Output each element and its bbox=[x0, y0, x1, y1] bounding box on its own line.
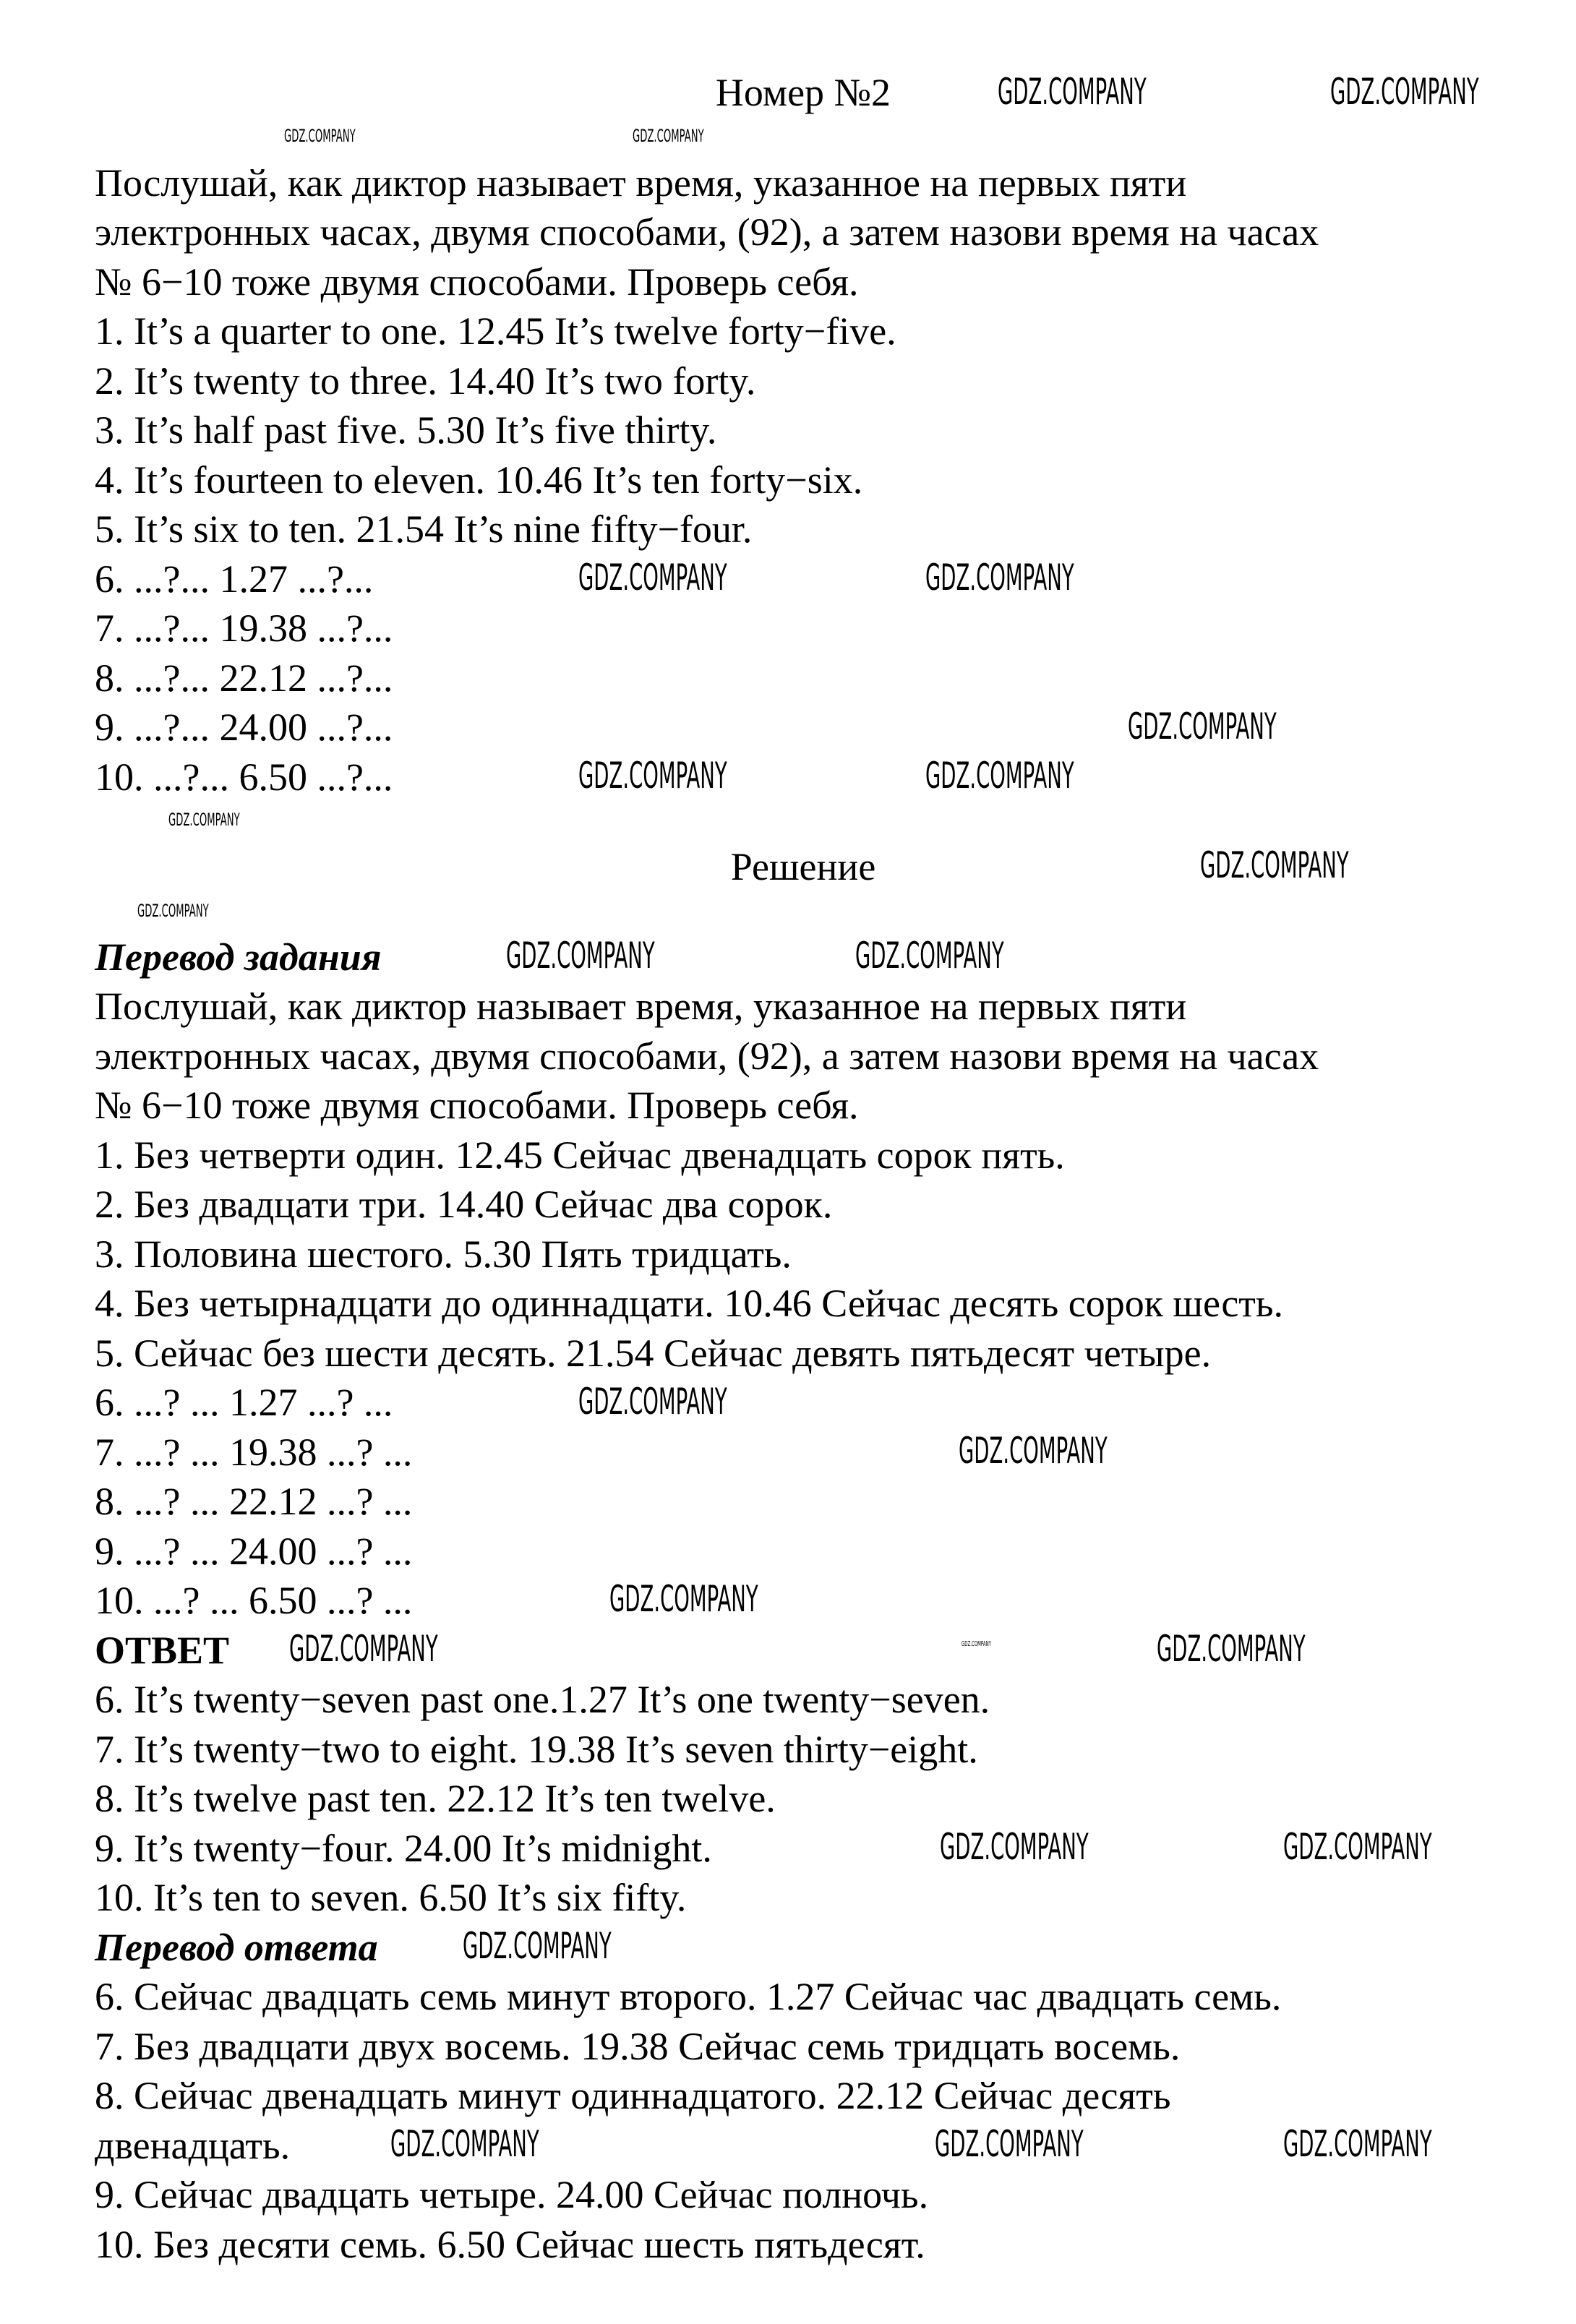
task-item: 10. ...?... 6.50 ...?... bbox=[95, 755, 393, 799]
watermark: GDZ.COMPANY bbox=[855, 935, 1004, 977]
watermark: GDZ.COMPANY bbox=[137, 901, 209, 921]
watermark: GDZ.COMPANY bbox=[959, 1430, 1108, 1472]
answer-translation-item: 6. Сейчас двадцать семь минут второго. 1.27 Сейчас час двадцать семь. bbox=[95, 1975, 1282, 2018]
answer-translation-item: 10. Без десяти семь. 6.50 Сейчас шесть пятьдесят. bbox=[95, 2222, 925, 2266]
translation-item: 6. ...? ... 1.27 ...? ... bbox=[95, 1381, 393, 1424]
translation-item: 7. ...? ... 19.38 ...? ... bbox=[95, 1430, 413, 1474]
translation-item: 2. Без двадцати три. 14.40 Сейчас два сорок. bbox=[95, 1183, 833, 1226]
translation-heading: Перевод задания bbox=[95, 935, 382, 979]
answer-translation-section bbox=[95, 1923, 1512, 2270]
task-item: 7. ...?... 19.38 ...?... bbox=[95, 606, 393, 650]
translation-item: 10. ...? ... 6.50 ...? ... bbox=[95, 1579, 413, 1622]
translation-item: 9. ...? ... 24.00 ...? ... bbox=[95, 1529, 413, 1573]
watermark: GDZ.COMPANY bbox=[168, 810, 240, 830]
task-item: 4. It’s fourteen to eleven. 10.46 It’s ten forty−six. bbox=[95, 458, 863, 502]
answer-item: 7. It’s twenty−two to eight. 19.38 It’s seven thirty−eight. bbox=[95, 1727, 978, 1771]
task-item: 8. ...?... 22.12 ...?... bbox=[95, 656, 393, 700]
answer-item: 10. It’s ten to seven. 6.50 It’s six fifty. bbox=[95, 1876, 687, 1919]
watermark: GDZ.COMPANY bbox=[1283, 2123, 1432, 2165]
answer-section bbox=[95, 1626, 1512, 1923]
watermark: GDZ.COMPANY bbox=[1200, 844, 1349, 886]
task-item: 2. It’s twenty to three. 14.40 It’s two forty. bbox=[95, 359, 756, 403]
translation-line: № 6−10 тоже двумя способами. Проверь себя. bbox=[95, 1084, 859, 1127]
watermark: GDZ.COMPANY bbox=[578, 1381, 727, 1423]
answer-item: 8. It’s twelve past ten. 22.12 It’s ten twelve. bbox=[95, 1777, 776, 1820]
translation-item: 4. Без четырнадцати до одиннадцати. 10.46 Сейчас десять сорок шесть. bbox=[95, 1282, 1284, 1325]
task-item: 9. ...?... 24.00 ...?... bbox=[95, 706, 393, 749]
watermark: GDZ.COMPANY bbox=[1283, 1826, 1432, 1868]
watermark: GDZ.COMPANY bbox=[935, 2123, 1084, 2165]
translation-item: 8. ...? ... 22.12 ...? ... bbox=[95, 1480, 413, 1523]
watermark: GDZ.COMPANY bbox=[1330, 71, 1479, 113]
task-item: 5. It’s six to ten. 21.54 It’s nine fifty−four. bbox=[95, 507, 753, 551]
watermark: GDZ.COMPANY bbox=[1157, 1628, 1306, 1670]
task-section bbox=[95, 158, 1512, 802]
watermark: GDZ.COMPANY bbox=[506, 935, 655, 977]
answer-heading: ОТВЕТ bbox=[95, 1628, 230, 1672]
answer-translation-item: 9. Сейчас двадцать четыре. 24.00 Сейчас полночь. bbox=[95, 2173, 929, 2216]
watermark: GDZ.COMPANY bbox=[578, 755, 727, 797]
task-item: 3. It’s half past five. 5.30 It’s five thirty. bbox=[95, 408, 717, 452]
watermark: GDZ.COMPANY bbox=[390, 2123, 539, 2165]
answer-item: 9. It’s twenty−four. 24.00 It’s midnight. bbox=[95, 1826, 712, 1870]
translation-item: 5. Сейчас без шести десять. 21.54 Сейчас девять пятьдесят четыре. bbox=[95, 1331, 1212, 1375]
watermark: GDZ.COMPANY bbox=[925, 557, 1074, 599]
task-line: № 6−10 тоже двумя способами. Проверь себя. bbox=[95, 260, 859, 304]
watermark: GDZ.COMPANY bbox=[940, 1826, 1089, 1868]
watermark: GDZ.COMPANY bbox=[578, 557, 727, 599]
task-line: Послушай, как диктор называет время, указанное на первых пяти bbox=[95, 160, 1187, 205]
watermark: GDZ.COMPANY bbox=[1128, 706, 1277, 747]
translation-item: 3. Половина шестого. 5.30 Пять тридцать. bbox=[95, 1232, 792, 1276]
watermark: GDZ.COMPANY bbox=[962, 1640, 992, 1648]
task-line: электронных часах, двумя способами, (92), а затем назови время на часах bbox=[95, 210, 1319, 254]
answer-translation-heading: Перевод ответа bbox=[95, 1925, 378, 1969]
solution-heading: Решение bbox=[730, 845, 876, 888]
translation-section bbox=[95, 932, 1512, 1626]
task-item: 6. ...?... 1.27 ...?... bbox=[95, 557, 374, 601]
translation-line: электронных часах, двумя способами, (92), а затем назови время на часах bbox=[95, 1034, 1319, 1078]
watermark: GDZ.COMPANY bbox=[289, 1628, 438, 1670]
page-title: Номер №2 bbox=[715, 71, 891, 114]
document bbox=[95, 68, 1512, 2269]
answer-translation-item: 7. Без двадцати двух восемь. 19.38 Сейчас семь тридцать восемь. bbox=[95, 2024, 1181, 2068]
watermark: GDZ.COMPANY bbox=[463, 1925, 612, 1967]
translation-item: 1. Без четверти один. 12.45 Сейчас двенадцать сорок пять. bbox=[95, 1133, 1065, 1177]
watermark: GDZ.COMPANY bbox=[609, 1578, 758, 1620]
translation-line: Послушай, как диктор называет время, указанное на первых пяти bbox=[95, 985, 1187, 1028]
answer-translation-item: двенадцать. bbox=[95, 2123, 291, 2167]
watermark: GDZ.COMPANY bbox=[633, 126, 704, 146]
watermark: GDZ.COMPANY bbox=[284, 126, 356, 146]
watermark: GDZ.COMPANY bbox=[998, 71, 1147, 113]
answer-translation-item: 8. Сейчас двенадцать минут одиннадцатого. 22.12 Сейчас десять bbox=[95, 2074, 1171, 2117]
answer-item: 6. It’s twenty−seven past one.1.27 It’s one twenty−seven. bbox=[95, 1678, 990, 1721]
task-item: 1. It’s a quarter to one. 12.45 It’s twelve forty−five. bbox=[95, 309, 896, 353]
watermark: GDZ.COMPANY bbox=[925, 755, 1074, 797]
